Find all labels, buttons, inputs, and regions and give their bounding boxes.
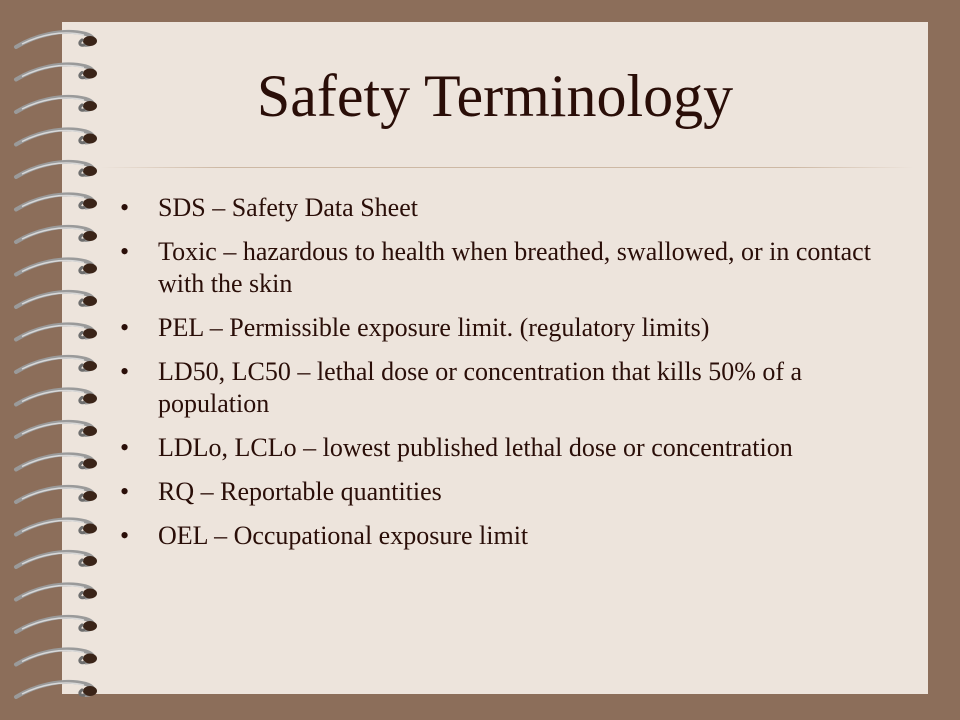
- bullet-marker: •: [120, 521, 130, 550]
- bullet-item: [118, 192, 898, 224]
- binding-ring: [16, 617, 97, 632]
- bullet-marker: •: [120, 193, 130, 222]
- slide-title: Safety Terminology: [256, 63, 734, 129]
- bullet-text: LD50, LC50 – lethal dose or concentration that kills 50% of a population: [158, 357, 803, 418]
- bullet-item: [118, 432, 898, 464]
- bullet-marker: •: [120, 433, 130, 462]
- bullet-text: RQ – Reportable quantities: [158, 477, 442, 506]
- binding-ring: [16, 649, 97, 664]
- bullet-text: SDS – Safety Data Sheet: [158, 193, 418, 222]
- bullet-text: Toxic – hazardous to health when breathed, swallowed, or in contact with the skin: [158, 237, 871, 298]
- binding-ring: [16, 519, 97, 534]
- title-divider: [100, 167, 914, 168]
- bullet-marker: •: [120, 237, 130, 266]
- binding-ring: [16, 357, 97, 372]
- bullet-item: [118, 236, 898, 300]
- bullet-text: LDLo, LCLo – lowest published lethal dose or concentration: [158, 433, 793, 462]
- bullet-text: OEL – Occupational exposure limit: [158, 521, 529, 550]
- bullet-marker: •: [120, 357, 130, 386]
- binding-ring: [16, 129, 97, 144]
- bullet-marker: •: [120, 313, 130, 342]
- binding-ring: [16, 487, 97, 502]
- binding-ring: [16, 389, 97, 404]
- binding-ring: [16, 227, 97, 242]
- bullet-item: [118, 356, 898, 420]
- binding-ring: [16, 259, 97, 274]
- bullet-marker: •: [120, 477, 130, 506]
- bullet-list: [118, 192, 898, 564]
- bullet-item: [118, 520, 898, 552]
- bullet-text: PEL – Permissible exposure limit. (regulatory limits): [158, 313, 710, 342]
- binding-ring: [16, 422, 97, 437]
- binding-ring: [16, 552, 97, 567]
- binding-ring: [16, 194, 97, 209]
- bullet-item: [118, 476, 898, 508]
- binding-ring: [16, 162, 97, 177]
- binding-ring: [16, 292, 97, 307]
- binding-ring: [16, 32, 97, 47]
- binding-ring: [16, 454, 97, 469]
- binding-ring: [16, 584, 97, 599]
- binding-ring: [16, 324, 97, 339]
- binding-ring: [16, 682, 97, 697]
- bullet-item: [118, 312, 898, 344]
